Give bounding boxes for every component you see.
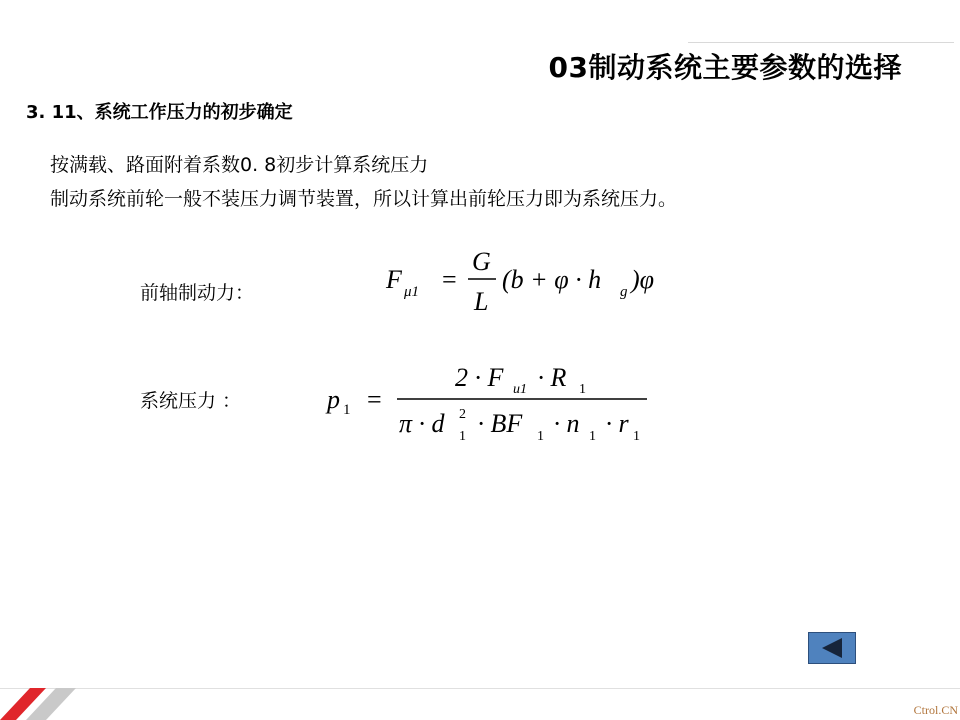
front-axle-formula	[380, 240, 700, 320]
system-pressure-label: 系统压力 ：	[140, 390, 242, 412]
formula1-rhs-sub: g	[620, 284, 628, 300]
formula2-lhs: p	[327, 385, 340, 414]
system-pressure-formula	[325, 350, 685, 450]
formula2-den-sub2: 1	[537, 429, 544, 444]
front-axle-label: 前轴制动力：	[140, 282, 255, 304]
formula2-den-sup: 2	[459, 407, 466, 422]
formula1-rhs: (b + φ · h	[502, 265, 602, 294]
formula2-den-part3: · n	[547, 409, 580, 438]
formula2-den-sub3: 1	[589, 429, 596, 444]
formula2-lhs-sub: 1	[343, 402, 351, 418]
formula2-equals: =	[367, 385, 382, 414]
watermark: Ctrol.CN	[913, 703, 958, 717]
footer-divider	[0, 688, 960, 689]
formula1-rhs-end: )φ	[631, 265, 655, 294]
formula2-den-part4: · r	[599, 409, 629, 438]
formula1-numerator: G	[472, 247, 491, 276]
footer-stripes	[0, 688, 120, 720]
formula2-num-sub2: 1	[579, 382, 586, 397]
formula2-den-sub1: 1	[459, 429, 466, 444]
body-line-1: 按满载、路面附着系数0. 8初步计算系统压力	[50, 154, 429, 176]
back-button[interactable]	[808, 632, 856, 664]
body-line-2: 制动系统前轮一般不装压力调节装置，所以计算出前轮压力即为系统压力。	[50, 188, 678, 210]
formula1-equals: =	[442, 265, 457, 294]
title-divider	[688, 42, 954, 43]
formula1-lhs-sub: μ1	[404, 284, 420, 300]
section-heading: 3. 11、系统工作压力的初步确定	[26, 102, 293, 123]
formula1-denominator: L	[474, 287, 489, 316]
formula2-den-sub4: 1	[633, 429, 640, 444]
formula2-den-part2: · BF	[471, 409, 523, 438]
slide-title: 03制动系统主要参数的选择	[548, 51, 902, 84]
formula1-lhs: F	[386, 265, 402, 294]
formula2-num-part2: · R	[531, 363, 567, 392]
formula2-num-part1: 2 · F	[455, 363, 504, 392]
formula2-den-part1: π · d	[399, 409, 445, 438]
formula2-num-sub1: u1	[513, 382, 527, 397]
triangle-left-icon	[809, 633, 855, 663]
